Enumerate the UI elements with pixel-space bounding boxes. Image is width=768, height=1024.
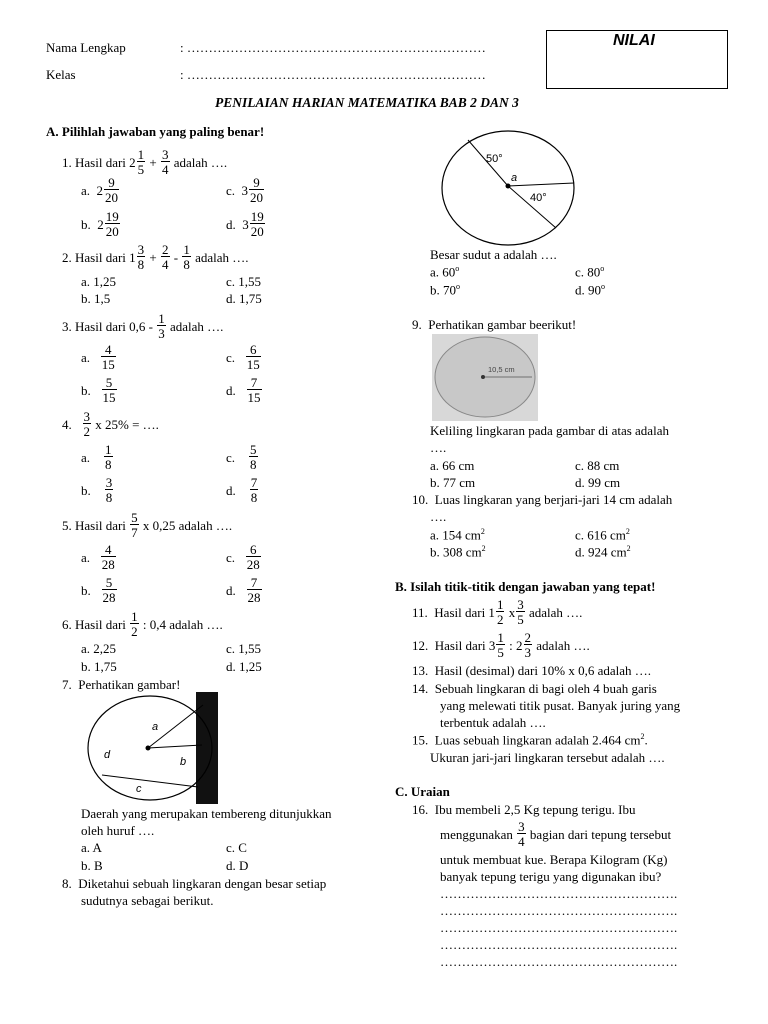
- option-2d[interactable]: d. 1,75: [226, 291, 262, 306]
- section-b-title: B. Isilah titik-titik dengan jawaban yang tepat!: [395, 579, 656, 594]
- question-4: 4. $\frac{3}{2}$ x 25% = ….: [62, 409, 159, 439]
- radius-label: 10,5 cm: [488, 365, 515, 374]
- option-1a[interactable]: a. 2 $\frac{9}{20}$: [81, 175, 119, 205]
- question-2: 2. Hasil dari 1 $\frac{3}{8}$ + $\frac{2}{4}$ - $\frac{1}{8}$ adalah ….: [62, 242, 249, 272]
- answer-line-1[interactable]: ……………………………………………….: [440, 886, 678, 901]
- option-6d[interactable]: d. 1,25: [226, 659, 262, 674]
- question-1: 1. Hasil dari 2 $\frac{1}{5}$ + $\frac{3}{4}$ adalah ….: [62, 147, 228, 177]
- question-14: 14. Sebuah lingkaran di bagi oleh 4 buah garis: [412, 681, 657, 696]
- q8-question-text: Besar sudut a adalah ….: [430, 247, 557, 262]
- label-a: a: [511, 172, 518, 184]
- option-2b[interactable]: b. 1,5: [81, 291, 111, 306]
- option-5b[interactable]: b. $\frac{5}{28}$: [81, 575, 116, 605]
- q7-desc-line1: Daerah yang merupakan tembereng ditunjukkan: [81, 806, 332, 821]
- option-10b[interactable]: b. 308 $cm^2$: [430, 544, 486, 560]
- q10-line2: ….: [430, 509, 447, 524]
- option-4c[interactable]: c. $\frac{5}{8}$: [226, 442, 257, 472]
- question-15: 15. Luas sebuah lingkaran adalah 2.464 $cm^2$.: [412, 732, 648, 748]
- nama-field[interactable]: : ……………………………………………………………: [180, 40, 486, 55]
- question-16: 16. Ibu membeli 2,5 Kg tepung terigu. Ibu: [412, 802, 636, 817]
- fraction: $\frac{1}{5}$: [137, 147, 145, 177]
- question-8-line2: sudutnya sebagai berikut.: [81, 893, 214, 908]
- question-8: 8. Diketahui sebuah lingkaran dengan besar setiap: [62, 876, 327, 891]
- circle-photo-q9: [432, 334, 538, 421]
- question-6: 6. Hasil dari $\frac{1}{2}$ : 0,4 adalah ….: [62, 609, 223, 639]
- answer-line-3[interactable]: ……………………………………………….: [440, 920, 678, 935]
- option-8c[interactable]: c. 80$^o$: [575, 264, 605, 280]
- circle-diagram-q8: [438, 128, 580, 248]
- option-2a[interactable]: a. 1,25: [81, 274, 117, 289]
- question-3: 3. Hasil dari 0,6 - $\frac{1}{3}$ adalah ….: [62, 311, 224, 341]
- question-12: 12. Hasil dari 3 $\frac{1}{5}$ : 2 $\frac{2}{3}$ adalah ….: [412, 630, 590, 660]
- circle-diagram-q7: [84, 692, 220, 806]
- nilai-box: [546, 30, 728, 89]
- question-15-line2: Ukuran jari-jari lingkaran tersebut adalah ….: [430, 750, 665, 765]
- question-16-line3: untuk membuat kue. Berapa Kilogram (Kg): [440, 852, 668, 867]
- question-5: 5. Hasil dari $\frac{5}{7}$ x 0,25 adalah ….: [62, 510, 233, 540]
- option-4d[interactable]: d. $\frac{7}{8}$: [226, 475, 258, 505]
- option-4a[interactable]: a. $\frac{1}{8}$: [81, 442, 112, 472]
- option-1b[interactable]: b. 2 $\frac{19}{20}$: [81, 209, 119, 239]
- option-6b[interactable]: b. 1,75: [81, 659, 117, 674]
- question-16-line2: menggunakan $\frac{3}{4}$ bagian dari tepung tersebut: [440, 819, 672, 849]
- label-b: b: [180, 756, 187, 768]
- question-13: 13. Hasil (desimal) dari 10% x 0,6 adalah ….: [412, 663, 651, 678]
- answer-line-2[interactable]: ……………………………………………….: [440, 903, 678, 918]
- option-1c[interactable]: c. 3 $\frac{9}{20}$: [226, 175, 264, 205]
- fraction: $\frac{3}{4}$: [162, 147, 169, 177]
- option-3a[interactable]: a. $\frac{4}{15}$: [81, 342, 115, 372]
- option-5d[interactable]: d. $\frac{7}{28}$: [226, 575, 261, 605]
- option-8d[interactable]: d. 90$^o$: [575, 282, 605, 298]
- option-3b[interactable]: b. $\frac{5}{15}$: [81, 375, 116, 405]
- option-10d[interactable]: d. 924 $cm^2$: [575, 544, 631, 560]
- section-a-title: A. Pilihlah jawaban yang paling benar!: [46, 124, 265, 139]
- option-7c[interactable]: c. C: [226, 840, 247, 855]
- option-9a[interactable]: a. 66 cm: [430, 458, 475, 473]
- question-14-line3: terbentuk adalah ….: [440, 715, 546, 730]
- label-40: 40°: [530, 192, 547, 204]
- answer-line-4[interactable]: ……………………………………………….: [440, 937, 678, 952]
- option-7b[interactable]: b. B: [81, 858, 103, 873]
- kelas-field[interactable]: : ……………………………………………………………: [180, 67, 486, 82]
- option-6c[interactable]: c. 1,55: [226, 641, 262, 656]
- option-6a[interactable]: a. 2,25: [81, 641, 117, 656]
- option-2c[interactable]: c. 1,55: [226, 274, 262, 289]
- option-10a[interactable]: a. 154 $cm^2$: [430, 527, 485, 543]
- option-4b[interactable]: b. $\frac{3}{8}$: [81, 475, 113, 505]
- option-3d[interactable]: d. $\frac{7}{15}$: [226, 375, 261, 405]
- label-50: 50°: [486, 153, 503, 165]
- option-8b[interactable]: b. 70$^o$: [430, 282, 460, 298]
- option-5c[interactable]: c. $\frac{6}{28}$: [226, 542, 260, 572]
- q9-line1: Keliling lingkaran pada gambar di atas adalah: [430, 423, 669, 438]
- option-8a[interactable]: a. 60$^o$: [430, 264, 460, 280]
- question-14-line2: yang melewati titik pusat. Banyak juring yang: [440, 698, 681, 713]
- question-7: 7. Perhatikan gambar!: [62, 677, 181, 692]
- option-3c[interactable]: c. $\frac{6}{15}$: [226, 342, 260, 372]
- option-9c[interactable]: c. 88 cm: [575, 458, 620, 473]
- question-16-line4: banyak tepung terigu yang digunakan ibu?: [440, 869, 662, 884]
- label-d: d: [104, 749, 111, 761]
- section-c-title: C. Uraian: [395, 784, 450, 799]
- option-7a[interactable]: a. A: [81, 840, 102, 855]
- option-7d[interactable]: d. D: [226, 858, 249, 873]
- nama-label: Nama Lengkap: [46, 40, 126, 55]
- nilai-label: NILAI: [613, 32, 655, 49]
- answer-line-5[interactable]: ……………………………………………….: [440, 954, 678, 969]
- question-11: 11. Hasil dari 1 $\frac{1}{2}$ x $\frac{3}{5}$ adalah ….: [412, 597, 583, 627]
- page-title: PENILAIAN HARIAN MATEMATIKA BAB 2 DAN 3: [215, 95, 519, 110]
- label-a: a: [152, 721, 159, 733]
- option-9b[interactable]: b. 77 cm: [430, 475, 476, 490]
- label-c: c: [136, 783, 142, 795]
- option-9d[interactable]: d. 99 cm: [575, 475, 621, 490]
- question-10: 10. Luas lingkaran yang berjari-jari 14 cm adalah: [412, 492, 673, 507]
- question-9: 9. Perhatikan gambar beerikut!: [412, 317, 577, 332]
- option-10c[interactable]: c. 616 $cm^2$: [575, 527, 630, 543]
- option-1d[interactable]: d. 3 $\frac{19}{20}$: [226, 209, 264, 239]
- option-5a[interactable]: a. $\frac{4}{28}$: [81, 542, 115, 572]
- q7-desc-line2: oleh huruf ….: [81, 823, 155, 838]
- q9-line2: ….: [430, 440, 447, 455]
- kelas-label: Kelas: [46, 67, 76, 82]
